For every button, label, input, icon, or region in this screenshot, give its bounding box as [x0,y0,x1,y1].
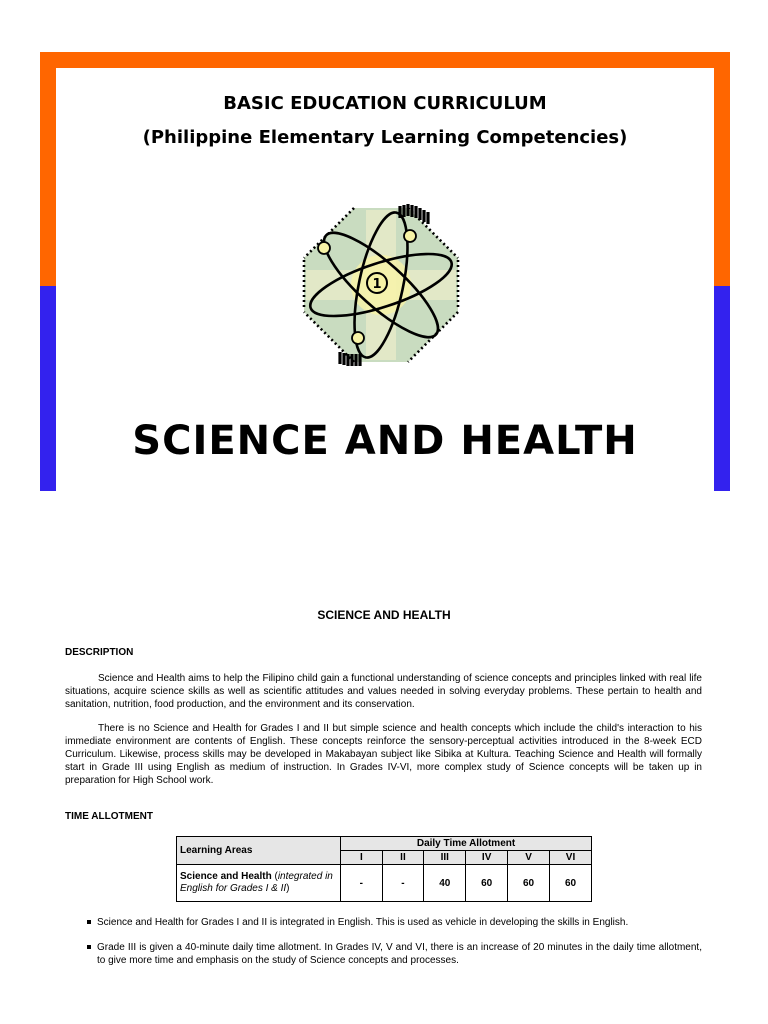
row-label-note: integrated in English for Grades I & II [180,871,333,894]
frame-right-blue-bar [714,286,730,491]
atom-icon [296,200,466,370]
time-allotment-table [176,836,592,902]
table-cell: - [382,865,424,902]
table-cell: 60 [508,865,550,902]
grade-header: V [508,851,550,865]
description-paragraph-1: Science and Health aims to help the Filipino child gain a functional understanding of science concepts and principles linked with real life situations, acquire science skills as well as scientific attitudes and values needed in solving everyday problems. These pertain to health and sanitation, nutrition, food production, and the environment and its conservation. [65,673,702,710]
page-heading: SCIENCE AND HEALTH [317,608,451,622]
frame-left-orange-bar [40,52,56,286]
notes-list [65,916,702,979]
table-cell: 40 [424,865,466,902]
grade-header: III [424,851,466,865]
cover-title-line2: (Philippine Elementary Learning Competencies) [142,127,628,148]
grade-header: II [382,851,424,865]
table-row [177,865,592,902]
frame-left-blue-bar [40,286,56,491]
table-cell: - [341,865,383,902]
table-cell: 60 [466,865,508,902]
description-label: DESCRIPTION [65,647,134,658]
grade-header: IV [466,851,508,865]
list-item [65,916,702,929]
learning-areas-header: Learning Areas [177,837,341,865]
bullet-square-icon [87,920,91,924]
grade-header: I [341,851,383,865]
grade-header: VI [550,851,592,865]
row-label-open: ( [271,871,278,882]
row-label [177,865,341,902]
list-item-text: Science and Health for Grades I and II is integrated in English. This is used as vehicle in developing the skills in English. [97,917,629,928]
row-label-subject: Science and Health [180,871,272,882]
cover-title-line1: BASIC EDUCATION CURRICULUM [223,93,547,114]
frame-top-bar [40,52,730,68]
list-item-text: Grade III is given a 40-minute daily time allotment. In Grades IV, V and VI, there is an increase of 20 minutes in the daily time allotment, to give more time and emphasis on the study of Science concepts and processes. [97,942,702,966]
daily-time-allotment-header: Daily Time Allotment [341,837,592,851]
table-cell: 60 [550,865,592,902]
row-label-close: ) [286,883,290,894]
time-allotment-label: TIME ALLOTMENT [65,811,153,822]
bullet-square-icon [87,945,91,949]
cover-subject-title: SCIENCE AND HEALTH [132,418,638,464]
list-item [65,941,702,967]
atom-number: 1 [372,277,382,292]
description-paragraph-2: There is no Science and Health for Grades I and II but simple science and health concepts which include the child's interaction to his immediate environment are contents of English. These concepts reinforce the sensory-perceptual activities introduced in the 8-week ECD Curriculum. Likewise, process skills may be developed in Makabayan subject like Sibika at Kultura. Teaching Science and Health will formally start in Grade III using English as medium of instruction. In Grades IV-VI, more complex study of Science concepts will be taken up in preparation for High School work. [65,723,702,786]
frame-right-orange-bar [714,52,730,286]
